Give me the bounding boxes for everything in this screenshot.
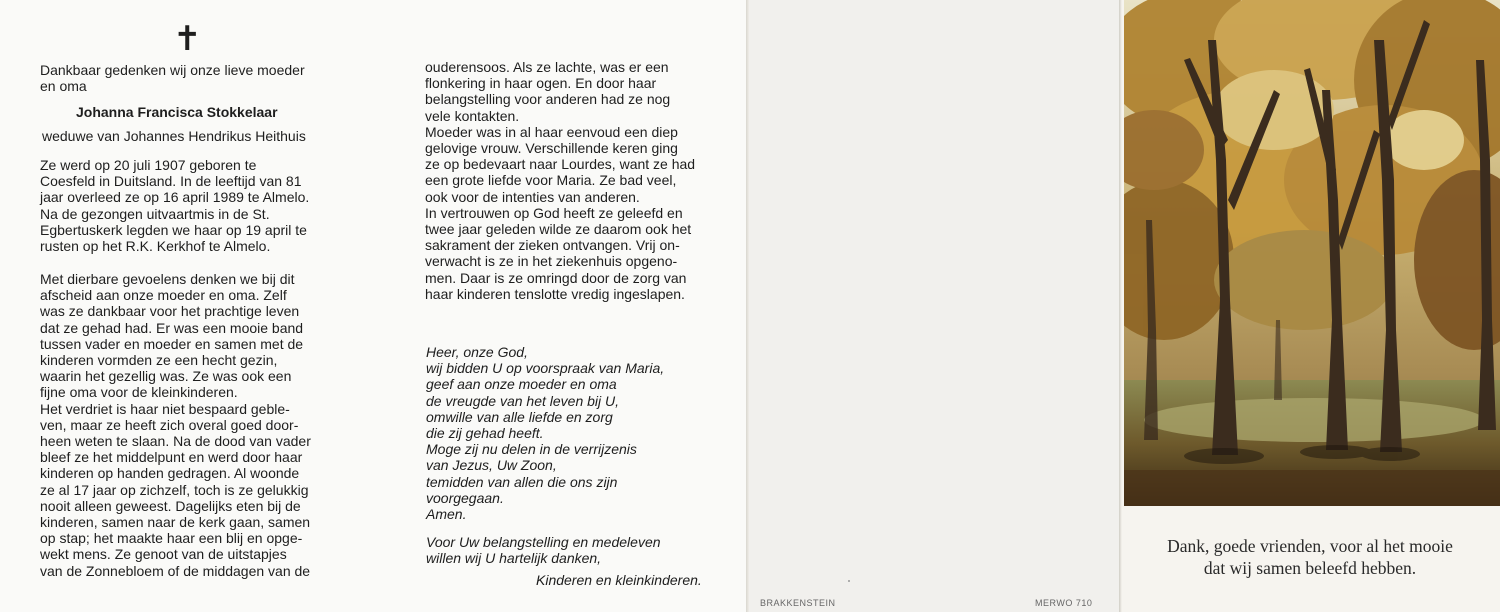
intro-text: Dankbaar gedenken wij onze lieve moeder en oma (40, 62, 305, 95)
fold-line (746, 0, 749, 612)
prayer-text: Heer, onze God, wij bidden U op voorspraak van Maria, geef aan onze moeder en oma de vreugde van het leven bij U, omwille van alle liefde en zorg die zij gehad heeft. Moge zij nu delen in de verrijzenis van Jezus, Uw Zoon, temidden van allen die ons zijn voorgegaan. Amen. (426, 344, 665, 523)
fold-line (1119, 0, 1122, 612)
signoff-text: Kinderen en kleinkinderen. (536, 572, 702, 588)
front-caption: Dank, goede vrienden, voor al het mooie dat wij samen beleefd hebben. (1167, 536, 1453, 578)
card-inside-right (375, 0, 748, 612)
card-back (748, 0, 1120, 612)
forest-photo (1124, 0, 1500, 506)
widow-of-text: weduwe van Johannes Hendrikus Heithuis (42, 128, 306, 144)
card-inside-left (0, 0, 375, 612)
deceased-name: Johanna Francisca Stokkelaar (76, 104, 278, 120)
printer-name: BRAKKENSTEIN (760, 598, 836, 608)
tribute-text: Met dierbare gevoelens denken we bij dit afscheid aan onze moeder en oma. Zelf was ze dankbaar voor het prachtige leven dat ze gehad had. Er was een mooie band tussen vader en moeder en samen met de kinderen vormden ze een hecht gezin, waarin het gezellig was. Ze was ook een fijne oma voor de kleinkinderen. Het verdriet is haar niet bespaard geble- ven, maar ze heeft zich overal goed door- heen weten te slaan. Na de dood van vader bleef ze het middelpunt en werd door haar kinderen op handen gedragen. Al woonde ze al 17 jaar op zichzelf, toch is ze gelukkig nooit alleen geweest. Dagelijks eten bij de kinderen, samen naar de kerk gaan, samen op stap; het maakte haar een blij en opge- wekt mens. Ze genoot van de uitstapjes van de Zonnebloem of de middagen van de (40, 271, 311, 579)
card-front (1120, 0, 1500, 612)
print-code: MERWO 710 (1035, 598, 1093, 608)
cross-icon: ✝ (173, 19, 202, 59)
paper-speck (848, 580, 850, 582)
tribute-continuation: ouderensoos. Als ze lachte, was er een flonkering in haar ogen. En door haar belangstelling voor anderen had ze nog vele kontakten. Moeder was in al haar eenvoud een diep gelovige vrouw. Verschillende keren ging ze op bedevaart naar Lourdes, want ze had een grote liefde voor Maria. Ze bad veel, ook voor de intenties van anderen. In vertrouwen op God heeft ze geleefd en twee jaar geleden wilde ze daarom ook het sakrament der zieken ontvangen. Vrij on- verwacht is ze in het ziekenhuis opgeno- men. Daar is ze omringd door de zorg van haar kinderen tenslotte vredig ingeslapen. (425, 59, 696, 302)
biography-text: Ze werd op 20 juli 1907 geboren te Coesfeld in Duitsland. In de leeftijd van 81 jaar overleed ze op 16 april 1989 te Almelo. Na de gezongen uitvaartmis in de St. Egbertuskerk legden we haar op 19 april te rusten op het R.K. Kerkhof te Almelo. (40, 157, 310, 255)
thanks-text: Voor Uw belangstelling en medeleven willen wij U hartelijk danken, (426, 534, 661, 567)
